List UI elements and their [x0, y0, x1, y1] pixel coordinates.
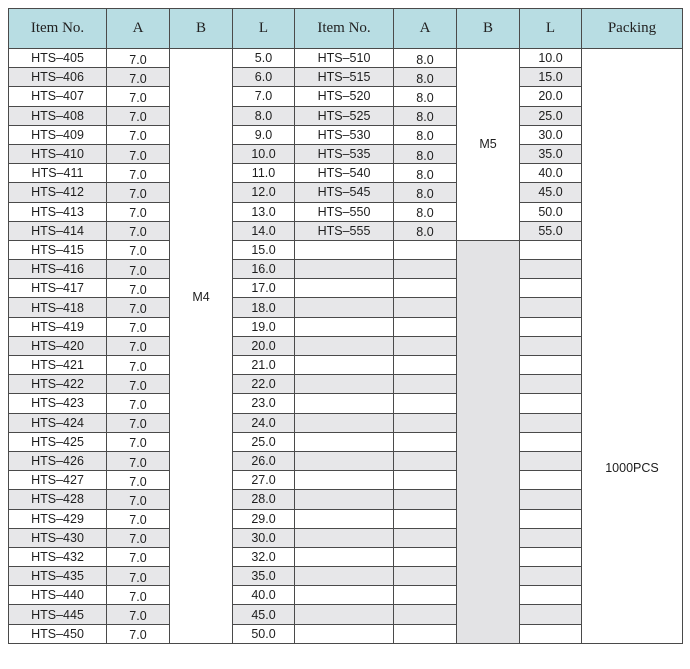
table-row: [9, 567, 683, 586]
table-body: [9, 49, 683, 644]
table-row: [9, 202, 683, 221]
empty-l-cell: [520, 586, 582, 605]
header-item-no: Item No.: [9, 9, 107, 49]
a-cell: 7.0: [107, 164, 170, 183]
a-cell: 7.0: [107, 490, 170, 509]
item-no-cell: HTS–413: [9, 202, 107, 221]
l-cell: 28.0: [233, 490, 295, 509]
l-cell-m5: 25.0: [520, 106, 582, 125]
l-cell: 19.0: [233, 317, 295, 336]
item-no-cell: HTS–426: [9, 451, 107, 470]
a-cell: 7.0: [107, 279, 170, 298]
empty-item-no-cell: [295, 260, 394, 279]
a-cell: 7.0: [107, 87, 170, 106]
a-cell-m5: 8.0: [394, 68, 457, 87]
a-cell: 7.0: [107, 183, 170, 202]
empty-item-no-cell: [295, 509, 394, 528]
empty-l-cell: [520, 240, 582, 259]
table-row: [9, 471, 683, 490]
item-no-cell: HTS–425: [9, 432, 107, 451]
empty-l-cell: [520, 547, 582, 566]
a-cell-m5: 8.0: [394, 125, 457, 144]
item-no-cell-m5: HTS–530: [295, 125, 394, 144]
a-cell-m5: 8.0: [394, 144, 457, 163]
item-no-cell: HTS–412: [9, 183, 107, 202]
table-row: [9, 375, 683, 394]
empty-l-cell: [520, 528, 582, 547]
l-cell: 21.0: [233, 356, 295, 375]
item-no-cell: HTS–410: [9, 144, 107, 163]
l-cell-m5: 50.0: [520, 202, 582, 221]
l-cell: 10.0: [233, 144, 295, 163]
item-no-cell: HTS–440: [9, 586, 107, 605]
empty-a-cell: [394, 624, 457, 643]
table-row: [9, 260, 683, 279]
a-cell: 7.0: [107, 125, 170, 144]
empty-a-cell: [394, 394, 457, 413]
l-cell: 15.0: [233, 240, 295, 259]
empty-item-no-cell: [295, 298, 394, 317]
l-cell: 26.0: [233, 451, 295, 470]
a-cell: 7.0: [107, 240, 170, 259]
empty-a-cell: [394, 567, 457, 586]
table-row: [9, 413, 683, 432]
item-no-cell: HTS–411: [9, 164, 107, 183]
item-no-cell: HTS–420: [9, 336, 107, 355]
item-no-cell-m5: HTS–535: [295, 144, 394, 163]
a-cell: 7.0: [107, 471, 170, 490]
item-no-cell: HTS–417: [9, 279, 107, 298]
a-cell: 7.0: [107, 375, 170, 394]
table-row: [9, 528, 683, 547]
item-no-cell-m5: HTS–510: [295, 49, 394, 68]
table-row: [9, 451, 683, 470]
empty-l-cell: [520, 432, 582, 451]
item-no-cell: HTS–430: [9, 528, 107, 547]
item-no-cell: HTS–409: [9, 125, 107, 144]
empty-item-no-cell: [295, 567, 394, 586]
empty-a-cell: [394, 336, 457, 355]
a-cell: 7.0: [107, 317, 170, 336]
empty-a-cell: [394, 471, 457, 490]
item-no-cell-m5: HTS–515: [295, 68, 394, 87]
empty-item-no-cell: [295, 356, 394, 375]
item-no-cell: HTS–415: [9, 240, 107, 259]
a-cell: 7.0: [107, 221, 170, 240]
empty-item-no-cell: [295, 490, 394, 509]
empty-a-cell: [394, 528, 457, 547]
empty-l-cell: [520, 605, 582, 624]
empty-a-cell: [394, 260, 457, 279]
header-row: [9, 9, 683, 49]
header-a: A: [107, 9, 170, 49]
a-cell: 7.0: [107, 451, 170, 470]
table-row: [9, 87, 683, 106]
table-row: [9, 394, 683, 413]
empty-a-cell: [394, 240, 457, 259]
item-no-cell: HTS–406: [9, 68, 107, 87]
table-row: [9, 221, 683, 240]
a-cell: 7.0: [107, 605, 170, 624]
l-cell: 14.0: [233, 221, 295, 240]
l-cell-m5: 20.0: [520, 87, 582, 106]
item-no-cell: HTS–408: [9, 106, 107, 125]
table-row: [9, 125, 683, 144]
table-row: [9, 183, 683, 202]
a-cell: 7.0: [107, 298, 170, 317]
empty-l-cell: [520, 298, 582, 317]
item-no-cell: HTS–418: [9, 298, 107, 317]
table-row: [9, 164, 683, 183]
a-cell: 7.0: [107, 413, 170, 432]
l-cell: 20.0: [233, 336, 295, 355]
empty-a-cell: [394, 605, 457, 624]
table-row: [9, 586, 683, 605]
l-cell: 30.0: [233, 528, 295, 547]
table-header: [9, 9, 683, 49]
l-cell: 11.0: [233, 164, 295, 183]
table-row: [9, 279, 683, 298]
item-no-cell: HTS–445: [9, 605, 107, 624]
empty-item-no-cell: [295, 605, 394, 624]
empty-l-cell: [520, 509, 582, 528]
l-cell-m5: 10.0: [520, 49, 582, 68]
empty-l-cell: [520, 451, 582, 470]
empty-l-cell: [520, 375, 582, 394]
a-cell: 7.0: [107, 547, 170, 566]
table-row: [9, 106, 683, 125]
empty-item-no-cell: [295, 375, 394, 394]
b-cell-empty: [457, 240, 520, 643]
empty-a-cell: [394, 356, 457, 375]
empty-a-cell: [394, 279, 457, 298]
item-no-cell-m5: HTS–525: [295, 106, 394, 125]
a-cell: 7.0: [107, 260, 170, 279]
a-cell-m5: 8.0: [394, 49, 457, 68]
l-cell-m5: 30.0: [520, 125, 582, 144]
empty-item-no-cell: [295, 547, 394, 566]
empty-item-no-cell: [295, 528, 394, 547]
empty-item-no-cell: [295, 317, 394, 336]
l-cell: 6.0: [233, 68, 295, 87]
header-b-2: B: [457, 9, 520, 49]
empty-item-no-cell: [295, 394, 394, 413]
empty-l-cell: [520, 490, 582, 509]
a-cell: 7.0: [107, 202, 170, 221]
item-no-cell: HTS–429: [9, 509, 107, 528]
table-row: [9, 317, 683, 336]
a-cell: 7.0: [107, 144, 170, 163]
l-cell: 7.0: [233, 87, 295, 106]
table-row: [9, 49, 683, 68]
l-cell: 16.0: [233, 260, 295, 279]
l-cell: 32.0: [233, 547, 295, 566]
item-no-cell-m5: HTS–520: [295, 87, 394, 106]
a-cell-m5: 8.0: [394, 221, 457, 240]
a-cell-m5: 8.0: [394, 106, 457, 125]
table-row: [9, 509, 683, 528]
l-cell: 40.0: [233, 586, 295, 605]
l-cell-m5: 35.0: [520, 144, 582, 163]
l-cell: 13.0: [233, 202, 295, 221]
empty-a-cell: [394, 375, 457, 394]
item-no-cell: HTS–424: [9, 413, 107, 432]
empty-l-cell: [520, 336, 582, 355]
empty-l-cell: [520, 624, 582, 643]
empty-a-cell: [394, 490, 457, 509]
l-cell: 45.0: [233, 605, 295, 624]
empty-l-cell: [520, 317, 582, 336]
header-b: B: [170, 9, 233, 49]
table-row: [9, 240, 683, 259]
empty-a-cell: [394, 586, 457, 605]
empty-item-no-cell: [295, 471, 394, 490]
item-no-cell: HTS–423: [9, 394, 107, 413]
l-cell-m5: 15.0: [520, 68, 582, 87]
empty-item-no-cell: [295, 336, 394, 355]
a-cell: 7.0: [107, 586, 170, 605]
empty-item-no-cell: [295, 279, 394, 298]
table-row: [9, 432, 683, 451]
b-cell-m4: M4: [170, 49, 233, 644]
empty-item-no-cell: [295, 413, 394, 432]
empty-l-cell: [520, 394, 582, 413]
l-cell: 5.0: [233, 49, 295, 68]
table-row: [9, 547, 683, 566]
empty-item-no-cell: [295, 586, 394, 605]
item-no-cell: HTS–435: [9, 567, 107, 586]
l-cell-m5: 40.0: [520, 164, 582, 183]
table-row: [9, 144, 683, 163]
empty-a-cell: [394, 432, 457, 451]
l-cell: 22.0: [233, 375, 295, 394]
empty-a-cell: [394, 413, 457, 432]
item-no-cell: HTS–428: [9, 490, 107, 509]
item-no-cell: HTS–419: [9, 317, 107, 336]
header-packing: Packing: [582, 9, 683, 49]
item-no-cell-m5: HTS–545: [295, 183, 394, 202]
item-no-cell-m5: HTS–540: [295, 164, 394, 183]
item-no-cell: HTS–432: [9, 547, 107, 566]
a-cell-m5: 8.0: [394, 164, 457, 183]
empty-a-cell: [394, 317, 457, 336]
a-cell: 7.0: [107, 394, 170, 413]
a-cell: 7.0: [107, 356, 170, 375]
a-cell: 7.0: [107, 567, 170, 586]
empty-item-no-cell: [295, 432, 394, 451]
l-cell: 23.0: [233, 394, 295, 413]
header-item-no-2: Item No.: [295, 9, 394, 49]
item-no-cell: HTS–416: [9, 260, 107, 279]
empty-l-cell: [520, 413, 582, 432]
empty-l-cell: [520, 471, 582, 490]
a-cell: 7.0: [107, 528, 170, 547]
a-cell: 7.0: [107, 106, 170, 125]
empty-l-cell: [520, 260, 582, 279]
table-row: [9, 624, 683, 643]
item-no-cell-m5: HTS–550: [295, 202, 394, 221]
empty-item-no-cell: [295, 624, 394, 643]
l-cell: 50.0: [233, 624, 295, 643]
table-row: [9, 336, 683, 355]
empty-l-cell: [520, 356, 582, 375]
empty-a-cell: [394, 451, 457, 470]
empty-item-no-cell: [295, 240, 394, 259]
l-cell: 12.0: [233, 183, 295, 202]
empty-a-cell: [394, 547, 457, 566]
l-cell: 27.0: [233, 471, 295, 490]
item-no-cell: HTS–421: [9, 356, 107, 375]
header-l-2: L: [520, 9, 582, 49]
empty-a-cell: [394, 298, 457, 317]
a-cell: 7.0: [107, 509, 170, 528]
item-no-cell: HTS–414: [9, 221, 107, 240]
a-cell: 7.0: [107, 68, 170, 87]
item-no-cell: HTS–450: [9, 624, 107, 643]
item-no-cell-m5: HTS–555: [295, 221, 394, 240]
empty-l-cell: [520, 567, 582, 586]
a-cell-m5: 8.0: [394, 202, 457, 221]
a-cell-m5: 8.0: [394, 87, 457, 106]
table-row: [9, 68, 683, 87]
a-cell: 7.0: [107, 49, 170, 68]
item-no-cell: HTS–427: [9, 471, 107, 490]
l-cell: 18.0: [233, 298, 295, 317]
empty-item-no-cell: [295, 451, 394, 470]
l-cell-m5: 45.0: [520, 183, 582, 202]
l-cell: 8.0: [233, 106, 295, 125]
a-cell-m5: 8.0: [394, 183, 457, 202]
header-l: L: [233, 9, 295, 49]
b-cell-m5: M5: [457, 49, 520, 241]
l-cell: 24.0: [233, 413, 295, 432]
empty-a-cell: [394, 509, 457, 528]
spec-table: [8, 8, 683, 644]
l-cell-m5: 55.0: [520, 221, 582, 240]
table-row: [9, 490, 683, 509]
l-cell: 25.0: [233, 432, 295, 451]
item-no-cell: HTS–407: [9, 87, 107, 106]
table-row: [9, 356, 683, 375]
l-cell: 35.0: [233, 567, 295, 586]
l-cell: 9.0: [233, 125, 295, 144]
empty-l-cell: [520, 279, 582, 298]
a-cell: 7.0: [107, 432, 170, 451]
header-a-2: A: [394, 9, 457, 49]
l-cell: 17.0: [233, 279, 295, 298]
table-row: [9, 605, 683, 624]
a-cell: 7.0: [107, 624, 170, 643]
item-no-cell: HTS–405: [9, 49, 107, 68]
table-row: [9, 298, 683, 317]
a-cell: 7.0: [107, 336, 170, 355]
item-no-cell: HTS–422: [9, 375, 107, 394]
l-cell: 29.0: [233, 509, 295, 528]
packing-cell: 1000PCS: [582, 49, 683, 644]
